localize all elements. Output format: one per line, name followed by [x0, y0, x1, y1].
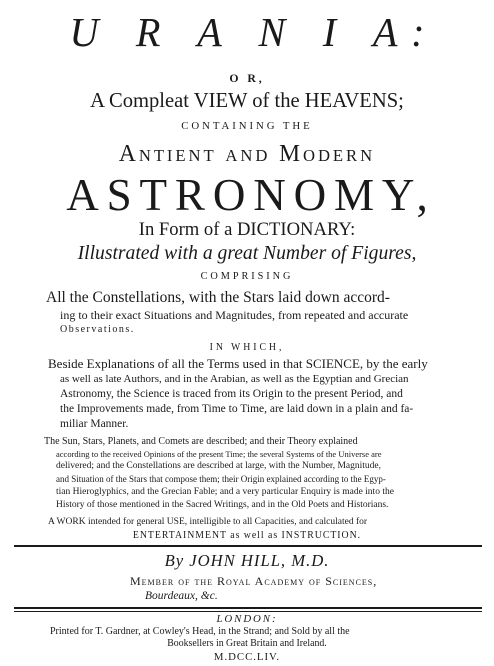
- imprint-sold: Booksellers in Great Britain and Ireland.: [167, 638, 327, 649]
- constellations-line-2: ing to their exact Situations and Magnitudes, from repeated and accurate: [60, 308, 409, 322]
- imprint-year: M.DCC.LIV.: [213, 651, 281, 663]
- explanations-line-1: Beside Explanations of all the Terms used in that SCIENCE, by the early: [48, 356, 428, 371]
- imprint-printed: Printed for T. Gardner, at Cowley's Head, in the Strand; and Sold by all the: [50, 626, 350, 637]
- in-which: IN WHICH,: [209, 342, 285, 353]
- explanations-line-5: miliar Manner.: [60, 418, 129, 430]
- explanations-line-3: Astronomy, the Science is traced from its Origin to the present Period, and: [60, 388, 403, 400]
- constellations-line-3: Observations.: [60, 324, 135, 335]
- divider-rule-thick: [14, 607, 482, 609]
- sun-stars-line-2: according to the received Opinions of the present Time; the several Systems of the Universe are: [56, 449, 382, 459]
- sun-stars-line-6: History of those mentioned in the Sacred Writings, and in the Old Poets and Historians.: [56, 500, 389, 510]
- imprint-city: LONDON:: [216, 613, 278, 625]
- sun-stars-line-1: The Sun, Stars, Planets, and Comets are described; and their Theory explained: [44, 436, 358, 447]
- divider-rule-thin: [14, 611, 482, 612]
- title-or: O R,: [229, 71, 265, 85]
- subtitle-compleat-view: A Compleat VIEW of the HEAVENS;: [90, 88, 404, 112]
- sun-stars-line-4: and Situation of the Stars that compose them; their Origin explained according to the Egyp-: [56, 474, 386, 484]
- sun-stars-line-3: delivered; and the Constellations are described at large, with the Number, Magnitude,: [56, 461, 381, 471]
- title-urania: U R A N I A:: [69, 9, 439, 55]
- work-line-1: A WORK intended for general USE, intelligible to all Capacities, and calculated for: [48, 517, 368, 527]
- illustrated-line: Illustrated with a great Number of Figures,: [77, 242, 417, 264]
- divider-rule-top: [14, 545, 482, 547]
- sun-stars-line-5: tian Hieroglyphics, and the Grecian Fable; and a very particular Enquiry is made into the: [56, 487, 394, 497]
- author-name: By JOHN HILL, M.D.: [164, 551, 330, 570]
- astronomy-heading: ASTRONOMY,: [66, 169, 436, 220]
- containing-the: CONTAINING THE: [181, 120, 313, 132]
- explanations-line-4: the Improvements made, from Time to Time, are laid down in a plain and fa-: [60, 403, 414, 415]
- work-line-2: ENTERTAINMENT as well as INSTRUCTION.: [132, 530, 362, 541]
- antient-and-modern: Antient and Modern: [118, 141, 376, 167]
- constellations-line-1: All the Constellations, with the Stars laid down accord-: [46, 289, 390, 306]
- author-place: Bourdeaux, &c.: [145, 590, 218, 602]
- author-membership: Member of the Royal Academy of Sciences,: [130, 574, 378, 588]
- explanations-line-2: as well as late Authors, and in the Arabian, as well as the Egyptian and Grecian: [60, 373, 409, 385]
- comprising-line: COMPRISING: [200, 271, 294, 282]
- dictionary-line: In Form of a DICTIONARY:: [138, 219, 356, 240]
